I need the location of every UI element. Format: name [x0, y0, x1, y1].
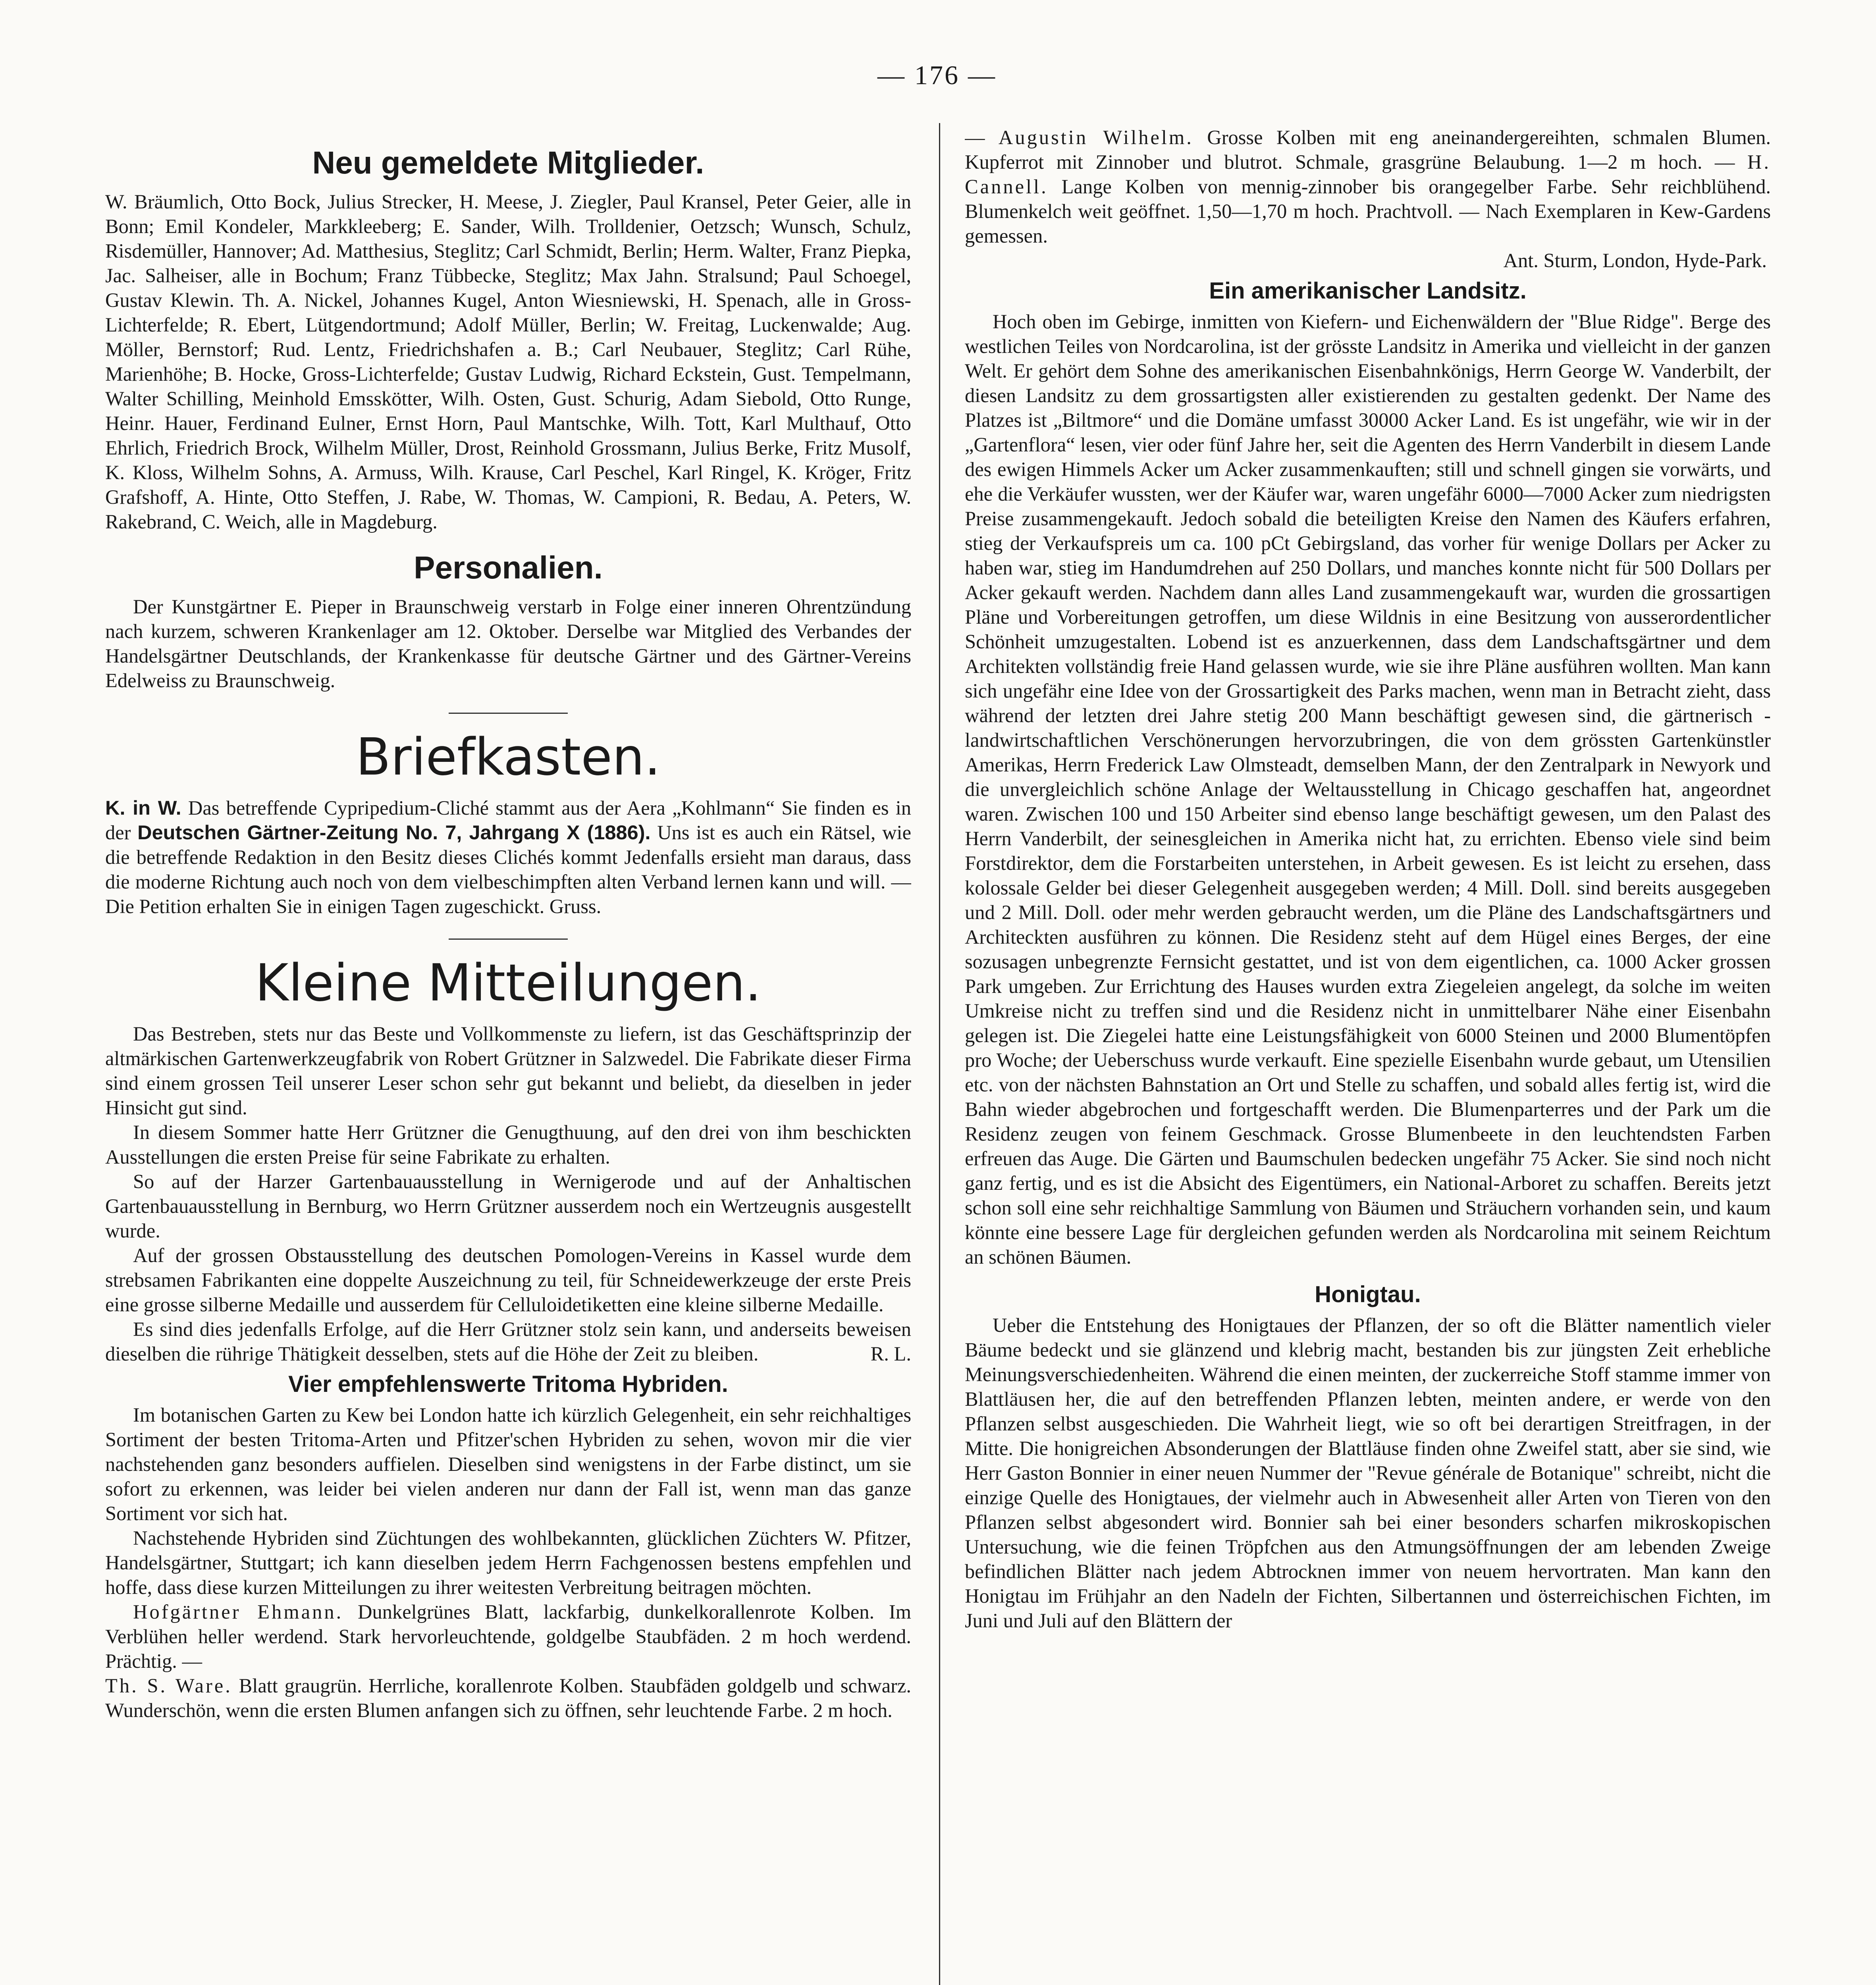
separator-line	[449, 939, 568, 940]
briefkasten-addressee: K. in W.	[105, 796, 181, 819]
tritoma-cont-text-a: Grosse Kolben mit eng aneinandergereihten, schmalen Blumen. Kupferrot mit Zinnober und blutrot. Schmale, grasgrüne Belaubung. 1—2 m hoch. —	[965, 126, 1771, 173]
page-number: — 176 —	[877, 60, 997, 90]
section-title-mitglieder: Neu gemeldete Mitglieder.	[312, 145, 704, 180]
tritoma-cont-text-b: Lange Kolben von mennig-zinnober bis orangegelber Farbe. Sehr reichblühend. Blumenkelch weit geöffnet. 1,50—1,70 m hoch. Prachtvoll. — Nach Exemplaren in Kew-Gardens gemessen.	[965, 175, 1771, 247]
variety-name: Augustin Wilhelm.	[998, 126, 1193, 148]
kleine-p3: So auf der Harzer Gartenbauausstellung in Wernigerode und auf der Anhaltischen Gartenbauausstellung in Bernburg, wo Herrn Grützner ausserdem noch ein Wertzeugnis ausgestellt wurde.	[105, 1170, 911, 1242]
tritoma-p3-text: Dunkelgrünes Blatt, lackfarbig, dunkelkorallenrote Kolben. Im Verblühen heller werdend. Stark hervorleuchtende, goldgelbe Staubfäden. 2 m hoch werdend. Prächtig. —	[105, 1601, 911, 1672]
briefkasten-text-b: Uns ist es auch ein Rätsel, wie die betreffende Redaktion in den Besitz dieses Clichés kommt Jedenfalls ersieht man daraus, dass die moderne Richtung auch noch von dem vielbeschimpften alten Verband lernen kann und will. — Die Petition erhalten Sie in einigen Tagen zugeschickt. Gruss.	[105, 821, 911, 917]
briefkasten-journal: Deutschen Gärtner-Zeitung No. 7, Jahrgang X (1886).	[137, 821, 651, 844]
tritoma-p4	[105, 1673, 911, 1723]
tritoma-p4-text: Blatt graugrün. Herrliche, korallenrote Kolben. Staubfäden goldgelb und schwarz. Wunderschön, wenn die ersten Blumen anfangen sich zu öffnen, sehr leuchtende Farbe. 2 m hoch.	[105, 1675, 911, 1721]
dash: —	[965, 126, 999, 148]
section-title-tritoma: Vier empfehlenswerte Tritoma Hybriden.	[288, 1371, 728, 1397]
section-title-honigtau: Honigtau.	[1315, 1282, 1421, 1307]
left-column	[105, 125, 911, 1985]
kleine-p5-text: Es sind dies jedenfalls Erfolge, auf die Herr Grützner stolz sein kann, und anderseits beweisen dieselben die rührige Thätigkeit desselben, stets auf die Höhe der Zeit zu bleiben.	[105, 1318, 911, 1365]
kleine-p4: Auf der grossen Obstausstellung des deutschen Pomologen-Vereins in Kassel wurde dem strebsamen Fabrikanten eine doppelte Auszeichnung zu teil, für Schneidewerkzeuge der erste Preis eine grosse silberne Medaille und ausserdem für Celluloidetiketten eine kleine silberne Medaille.	[105, 1244, 911, 1316]
spacer	[965, 1269, 1771, 1276]
tritoma-continued	[965, 125, 1771, 248]
section-title-landsitz: Ein amerikanischer Landsitz.	[1209, 278, 1527, 304]
briefkasten-text	[105, 796, 911, 919]
separator-line	[449, 713, 568, 714]
author-signature: Ant. Sturm, London, Hyde-Park.	[1503, 249, 1767, 272]
column-divider	[939, 123, 940, 1985]
kleine-p1: Das Bestreben, stets nur das Beste und Vollkommenste zu liefern, ist das Geschäftsprinzip der altmärkischen Gartenwerkzeugfabrik von Robert Grützner in Salzwedel. Die Fabrikate dieser Firma sind einem grossen Teil unserer Leser schon sehr gut bekannt und beliebt, da dieselben in jeder Hinsicht gut sind.	[105, 1023, 911, 1119]
section-title-kleine-mitteilungen: Kleine Mitteilungen.	[255, 954, 762, 1013]
landsitz-text: Hoch oben im Gebirge, inmitten von Kiefern- und Eichenwäldern der "Blue Ridge". Berge des westlichen Teiles von Nordcarolina, ist der grösste Landsitz in Amerika und vielleicht in der ganzen Welt. Er gehört dem Sohne des amerikanischen Eisenbahnkönigs, Herrn George W. Vanderbilt, der diesen Landsitz zu dem grossartigsten aller existierenden zu gestalten gedenkt. Der Name des Platzes ist „Biltmore“ und die Domäne umfasst 30000 Acker Land. Es ist ungefähr, wie wir in der „Gartenflora“ lesen, vier oder fünf Jahre her, seit die Agenten des Herrn Vanderbilt in diesem Lande des ewigen Himmels Acker um Acker zusammenkauften; still und schnell gingen sie vorwärts, und ehe die Verkäufer wussten, wer der Käufer war, waren ungefähr 6000—7000 Acker zum niedrigsten Preise zusammengekauft. Jedoch sobald die beteiligten Kreise den Namen des Käufers erfahren, stieg der Verkaufspreis um ca. 100 pCt Gebirgsland, das vorher für wenige Dollars per Acker zu haben war, stieg im Handumdrehen auf 250 Dollars, und manches konnte nicht für 500 Dollars per Acker gekauft werden. Nachdem dann alles Land zusammengekauft war, wurden die grossartigen Pläne und Vorbereitungen getroffen, um diese Wildnis in eine Besitzung von ausserordentlicher Schönheit umzugestalten. Lobend ist es anzuerkennen, dass dem Landschaftsgärtner und dem Architekten vollständig freie Hand gelassen wurde, wie sie ihre Pläne ausführen wollten. Man kann sich ungefähr eine Idee von der Grossartigkeit des Parks machen, wenn man in Betracht zieht, dass während der letzten drei Jahre stetig 200 Mann beschäftigt gewesen sind, die gärtnerisch - landwirtschaftlichen Verschönerungen hervorzubringen, die von dem grössten Gartenkünstler Amerikas, Herrn Frederick Law Olmsteadt, demselben Mann, der den Zentralpark in Newyork und die unvergleichlich schöne Anlage der Weltausstellung in Chicago geschaffen hat, angeordnet waren. Zwischen 100 und 150 Arbeiter sind ebenso lange beschäftigt gewesen, um den Palast des Herrn Vanderbilt, der seinesgleichen in Amerika nicht hat, zu errichten. Ebenso viele sind beim Forstdirektor, dem die Forstarbeiten unterstehen, in Arbeit gewesen. Es ist leicht zu ersehen, dass kolossale Gelder bei dieser Gelegenheit ausgegeben werden; 4 Mill. Doll. sind bereits ausgegeben und 2 Mill. Doll. oder mehr werden gebraucht werden, um die Pläne des Landschaftsgärtners und Architeckten ausführen zu können. Die Residenz steht auf dem Hügel eines Berges, der eine sozusagen unbegrenzte Fernsicht gestattet, und ist von dem eigentlichen, ca. 1000 Acker grossen Park umgeben. Zur Errichtung des Hauses wurden extra Ziegeleien angelegt, da solche im weiten Umkreise nicht zu treffen sind und die Residenz nicht in unmittelbarer Nähe einer Eisenbahn gelegen ist. Die Ziegelei hatte eine Leistungsfähigkeit von 6000 Steinen und 2000 Blumentöpfen pro Woche; der Ueberschuss wurde verkauft. Eine spezielle Eisenbahn wurde gebaut, um Utensilien etc. von der nächsten Bahnstation an Ort und Stelle zu schaffen, und sobald alles fertig ist, wird die Bahn wieder abgebrochen und fortgeschafft werden. Die Blumenparterres und der Park um die Residenz zeugen von feinem Geschmack. Grosse Blumenbeete in den leuchtendsten Farben erfreuen das Auge. Die Gärten und Baumschulen bedecken ungefähr 75 Acker. Sie sind noch nicht ganz fertig, und es ist die Absicht des Eigentümers, ein National-Arboret zu schaffen. Bereits jetzt schon soll eine sehr reichhaltige Sammlung von Bäumen und Sträuchern vorhanden sein, und kaum könnte eine bessere Lage für dergleichen gefunden werden als Nordcarolina mit seinem Reichtum an schönen Bäumen.	[965, 310, 1771, 1268]
right-column	[965, 125, 1771, 1985]
kleine-p5	[105, 1317, 911, 1366]
variety-name: Th. S. Ware.	[105, 1675, 232, 1697]
personalien-text: Der Kunstgärtner E. Pieper in Braunschweig verstarb in Folge einer inneren Ohrentzündung nach kurzem, schweren Krankenlager am 12. Oktober. Derselbe war Mitglied des Verbandes der Handelsgärtner Deutschlands, der Krankenkasse für deutsche Gärtner und des Gärtner-Vereins Edelweiss zu Braunschweig.	[105, 596, 911, 692]
variety-name: Hofgärtner Ehmann.	[133, 1601, 343, 1623]
tritoma-p3	[105, 1600, 911, 1673]
tritoma-p2: Nachstehende Hybriden sind Züchtungen des wohlbekannten, glücklichen Züchters W. Pfitzer, Handelsgärtner, Stuttgart; ich kann dieselben jedem Herrn Fachgenossen bestens empfehlen und hoffe, dass diese kurzen Mitteilungen zu ihrer weitesten Verbreitung beitragen möchten.	[105, 1527, 911, 1598]
section-title-personalien: Personalien.	[414, 550, 603, 585]
variety-name: H. Cannell.	[965, 151, 1771, 198]
honigtau-text: Ueber die Entstehung des Honigtaues der Pflanzen, der so oft die Blätter namentlich vieler Bäume bedeckt und sie glänzend und klebrig macht, bestanden bis zur jüngsten Zeit erhebliche Meinungsverschiedenheiten. Während die einen meinten, der zuckerreiche Stoff stamme immer von Blattläusen her, die auf den betreffenden Pflanzen lebten, meinten andere, er werde von den Pflanzen selbst ausgeschieden. Die Wahrheit liegt, wie so oft bei derartigen Streitfragen, in der Mitte. Die honigreichen Absonderungen der Blattläuse finden ohne Zweifel statt, aber sie sind, wie Herr Gaston Bonnier in einer neuen Nummer der "Revue générale de Botanique" schreibt, nicht die einzige Quelle des Honigtaues, der vielmehr auch in Abwesenheit aller Arten von Tieren von den Pflanzen selbst abgesondert wird. Bonnier sah bei einer besonders scharfen mikroskopischen Untersuchung, wie die feinen Tröpfchen aus den Atmungsöffnungen der am lebenden Zweige befindlichen Blätter nach jedem Abtrocknen immer von neuem hervortraten. Man kann den Honigtau im Frühjahr an den Nadeln der Fichten, Silbertannen und österreichischen Fichten, im Juni und Juli auf den Blättern der	[965, 1314, 1771, 1632]
briefkasten-text-a: Das betreffende Cypripedium-Cliché stammt aus der Aera „Kohlmann“ Sie finden es in der	[105, 797, 911, 844]
kleine-p2: In diesem Sommer hatte Herr Grützner die Genugthuung, auf den drei von ihm beschickten Ausstellungen die ersten Preise für seine Fabrikate zu erhalten.	[105, 1121, 911, 1168]
kleine-signature: R. L.	[870, 1343, 911, 1365]
tritoma-p1: Im botanischen Garten zu Kew bei London hatte ich kürzlich Gelegenheit, ein sehr reichhaltiges Sortiment der besten Tritoma-Arten und Pfitzer'schen Hybriden zu sehen, wovon mir die vier nachstehenden ganz besonders auffielen. Dieselben sind wenigstens in der Farbe distinct, um sie sofort zu erkennen, was leider bei vielen anderen nur dann der Fall ist, wenn man das ganze Sortiment vor sich hat.	[105, 1404, 911, 1524]
section-title-briefkasten: Briefkasten.	[356, 728, 661, 787]
mitglieder-text: W. Bräumlich, Otto Bock, Julius Strecker, H. Meese, J. Ziegler, Paul Kransel, Peter Geier, alle in Bonn; Emil Kondeler, Markkleeberg; E. Sander, Wilh. Trolldenier, Oetzsch; Wunsch, Schulz, Risdemüller, Hannover; Ad. Matthesius, Steglitz; Carl Schmidt, Berlin; Herm. Walter, Franz Piepka, Jac. Salheiser, alle in Bochum; Franz Tübbecke, Steglitz; Max Jahn. Stralsund; Paul Schoegel, Gustav Klewin. Th. A. Nickel, Johannes Kugel, Anton Wiesniewski, H. Spenach, alle in Gross-Lichterfelde; R. Ebert, Lütgendortmund; Adolf Müller, Berlin; W. Freitag, Luckenwalde; Aug. Möller, Bernstorf; Rud. Lentz, Friedrichshafen a. B.; Carl Neubauer, Steglitz; Carl Rühe, Marienhöhe; B. Hocke, Gross-Lichterfelde; Gustav Ludwig, Richard Eckstein, Gust. Tempelmann, Walter Schilling, Meinhold Emsskötter, Wilh. Osten, Gust. Schurig, Adam Siebold, Otto Runge, Heinr. Hauer, Ferdinand Eulner, Ernst Horn, Paul Mantschke, Wilh. Tott, Karl Multhauf, Otto Ehrlich, Friedrich Brock, Wilhelm Müller, Drost, Reinhold Grossmann, Julius Berke, Fritz Musolf, K. Kloss, Wilhelm Sohns, A. Armuss, Wilh. Krause, Carl Peschel, Karl Ringel, K. Kröger, Fritz Grafshoff, A. Hinte, Otto Steffen, J. Rabe, W. Thomas, W. Campioni, R. Bedau, A. Peters, W. Rakebrand, C. Weich, alle in Magdeburg.	[105, 191, 911, 533]
